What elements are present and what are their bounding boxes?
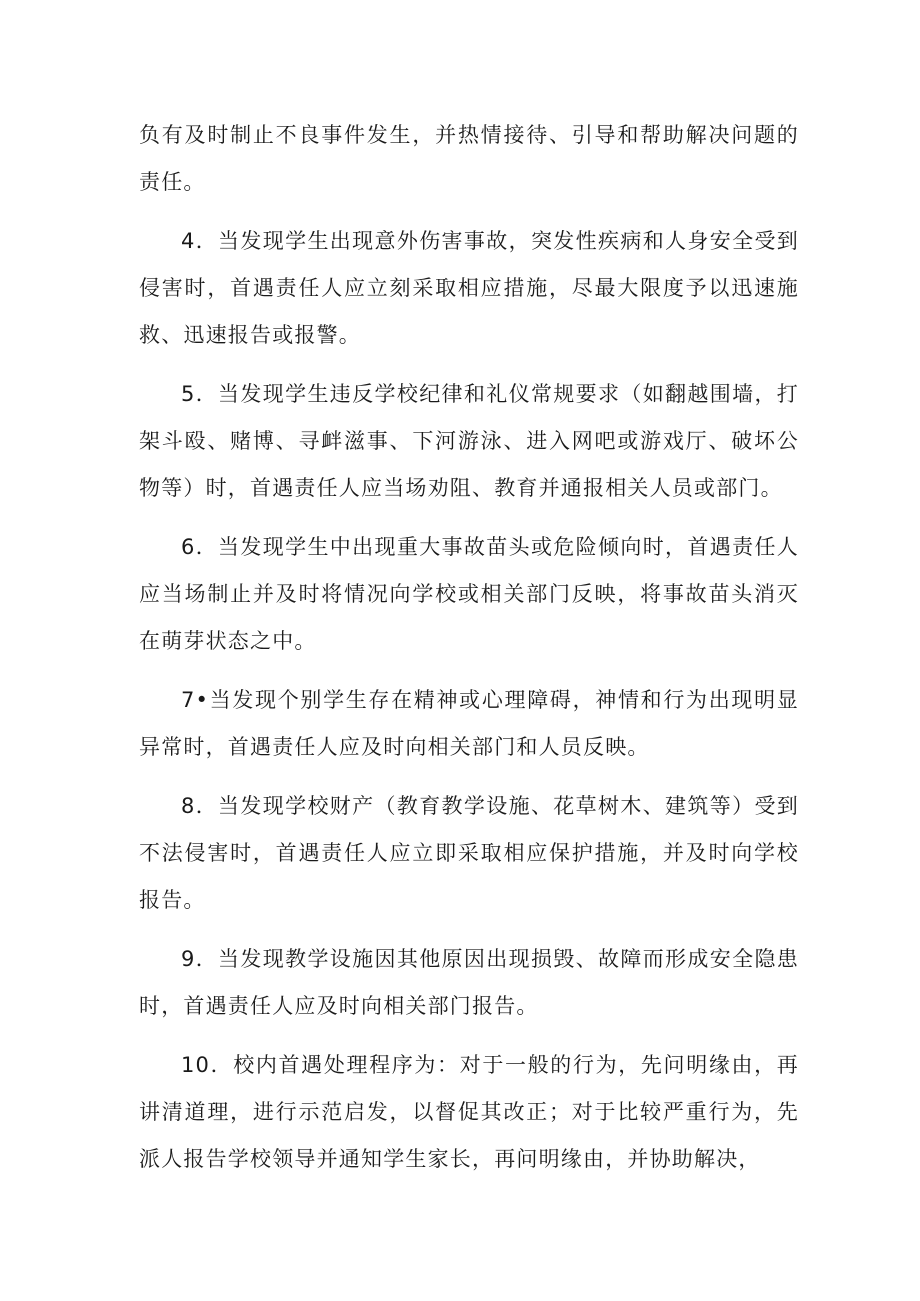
paragraph-item-6: 6．当发现学生中出现重大事故苗头或危险倾向时，首遇责任人应当场制止并及时将情况向学校或相关部门反映，将事故苗头消灭在萌芽状态之中。	[139, 535, 799, 653]
paragraph-item-8: 8．当发现学校财产（教育教学设施、花草树木、建筑等）受到不法侵害时，首遇责任人应立即采取相应保护措施，并及时向学校报告。	[139, 794, 799, 912]
paragraph-continuation: 负有及时制止不良事件发生，并热情接待、引导和帮助解决问题的责任。	[139, 123, 799, 194]
paragraph-item-4: 4．当发现学生出现意外伤害事故，突发性疾病和人身安全受到侵害时，首遇责任人应立刻采取相应措施，尽最大限度予以迅速施救、迅速报告或报警。	[139, 229, 799, 347]
paragraph-item-10: 10．校内首遇处理程序为：对于一般的行为，先问明缘由，再讲清道理，进行示范启发，以督促其改正；对于比较严重行为，先派人报告学校领导并通知学生家长，再问明缘由，并协助解决，	[139, 1053, 799, 1171]
paragraph-item-7: 7•当发现个别学生存在精神或心理障碍，神情和行为出现明显异常时，首遇责任人应及时向相关部门和人员反映。	[139, 688, 799, 759]
paragraph-item-9: 9．当发现教学设施因其他原因出现损毁、故障而形成安全隐患时，首遇责任人应及时向相关部门报告。	[139, 947, 799, 1018]
document-body	[139, 112, 799, 1195]
paragraph-item-5: 5．当发现学生违反学校纪律和礼仪常规要求（如翻越围墙，打架斗殴、赌博、寻衅滋事、下河游泳、进入网吧或游戏厅、破坏公物等）时，首遇责任人应当场劝阻、教育并通报相关人员或部门。	[139, 382, 799, 500]
